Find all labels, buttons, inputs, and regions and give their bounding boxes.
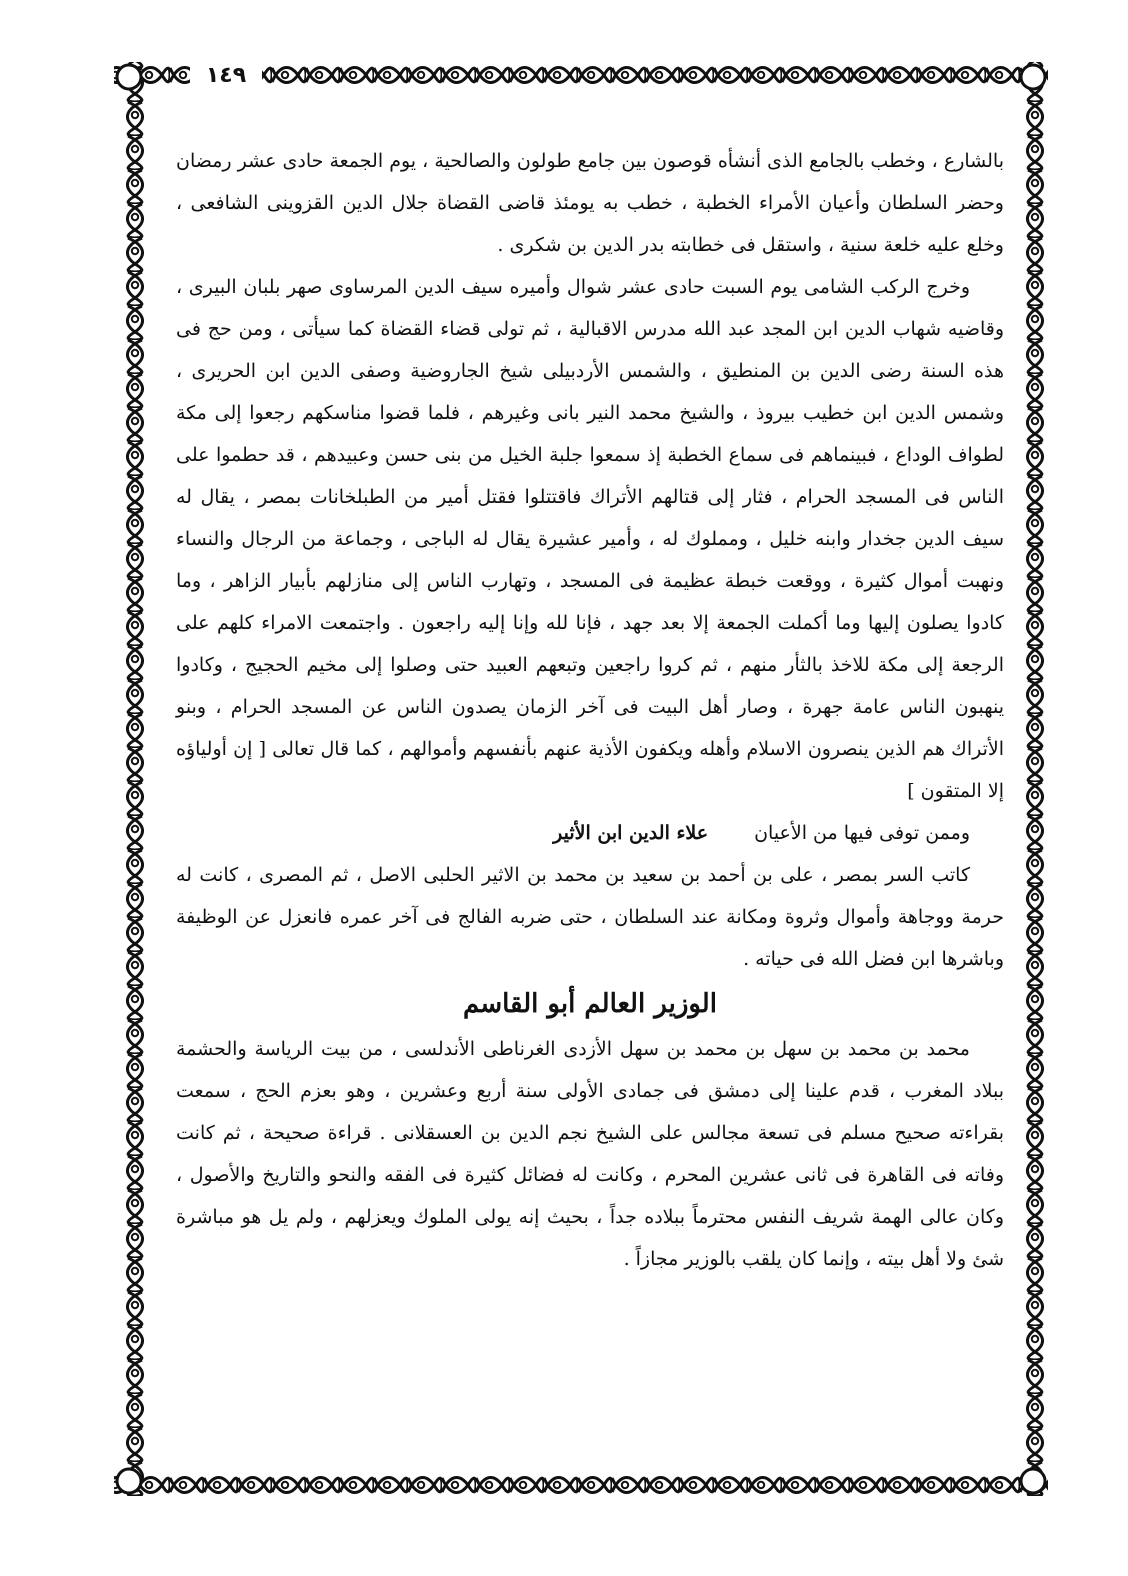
obituary-intro-row (176, 812, 1004, 854)
page-number: ١٤٩ (190, 58, 262, 94)
obituary-name: علاء الدين ابن الأثير (553, 822, 709, 844)
obituary-text: كاتب السر بمصر ، على بن أحمد بن سعيد بن محمد بن الاثير الحلبى الاصل ، ثم المصرى ، كانت له حرمة ووجاهة وأموال وثروة ومكانة عند السلطان ، حتى ضربه الفالج فى آخر عمره فانعزل عن الوظيفة وباشرها ابن فضل الله فى حياته . (176, 864, 1004, 970)
page-body (176, 140, 1004, 1450)
paragraph-pilgrimage: وخرج الركب الشامى يوم السبت حادى عشر شوال وأميره سيف الدين المرساوى صهر بلبان البيرى ، وقاضيه شهاب الدين ابن المجد عبد الله مدرس الاقبالية ، ثم تولى قضاء القضاة كما سيأتى ، ومن حج فى هذه السنة رضى الدين بن المنطيق ، والشمس الأردبيلى شيخ الجاروضية وصفى الدين ابن الحريرى ، وشمس الدين ابن خطيب بيروذ ، والشيخ محمد النير بانى وغيرهم ، فلما قضوا مناسكهم رجعوا إلى مكة لطواف الوداع ، فبينماهم فى سماع الخطبة إذ سمعوا جلبة الخيل من بنى حسن وعبيدهم ، قد حطموا على الناس فى المسجد الحرام ، فثار إلى قتالهم الأتراك فاقتتلوا فقتل أمير من الطبلخانات بمصر ، يقال له سيف الدين جخدار وابنه خليل ، ومملوك له ، وأمير عشيرة يقال له الباجى ، وجماعة من الرجال والنساء ونهبت أموال كثيرة ، ووقعت خبطة عظيمة فى المسجد ، وتهارب الناس إلى منازلهم بأبيار الزاهر ، وما كادوا يصلون إليها وما أكملت الجمعة إلا بعد جهد ، فإنا لله وإنا إليه راجعون . واجتمعت الامراء كلهم على الرجعة إلى مكة للاخذ بالثأر منهم ، ثم كروا راجعين وتبعهم العبيد حتى وصلوا إلى مخيم الحجيج ، وكادوا ينهبون الناس عامة جهرة ، وصار أهل البيت فى آخر الزمان يصدون الناس عن المسجد الحرام ، وبنو الأتراك هم الذين ينصرون الاسلام وأهله ويكفون الأذية عنهم بأنفسهم وأموالهم ، كما قال تعالى [ إن أولياؤه إلا المتقون ] (176, 276, 1004, 802)
paragraph-sermon: بالشارع ، وخطب بالجامع الذى أنشأه قوصون بين جامع طولون والصالحية ، يوم الجمعة حادى عشر رمضان وحضر السلطان وأعيان الأمراء الخطبة ، خطب به يومئذ قاضى القضاة جلال الدين القزوينى الشافعى ، وخلع عليه خلعة سنية ، واستقل فى خطابته بدر الدين بن شكرى . (176, 150, 1004, 256)
obituary-intro: وممن توفى فيها من الأعيان (754, 822, 970, 844)
section-heading: الوزير العالم أبو القاسم (463, 989, 717, 1019)
section-text: محمد بن محمد بن سهل بن محمد بن سهل الأزدى الغرناطى الأندلسى ، من بيت الرياسة والحشمة ببلاد المغرب ، قدم علينا إلى دمشق فى جمادى الأولى سنة أربع وعشرين ، وهو بعزم الحج ، سمعت بقراءته صحيح مسلم فى تسعة مجالس على الشيخ نجم الدين بن العسقلانى . قراءة صحيحة ، ثم كانت وفاته فى القاهرة فى ثانى عشرين المحرم ، وكانت له فضائل كثيرة فى الفقه والنحو والتاريخ والأصول ، وكان عالى الهمة شريف النفس محترماً ببلاده جداً ، بحيث إنه يولى الملوك ويعزلهم ، ولم يل هو مباشرة شئ ولا أهل بيته ، وإنما كان يلقب بالوزير مجازاً . (176, 1038, 1004, 1270)
